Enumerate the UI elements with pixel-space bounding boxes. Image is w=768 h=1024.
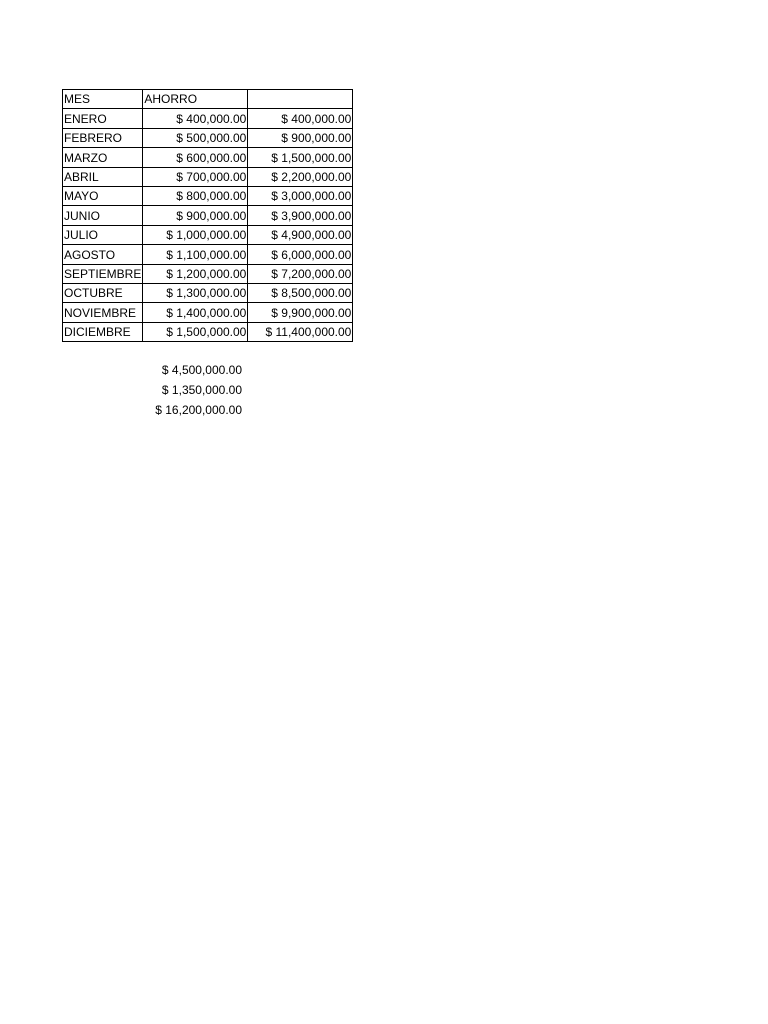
cell-acumulado[interactable]: $ 3,000,000.00 bbox=[248, 186, 353, 205]
cell-mes[interactable]: JUNIO bbox=[63, 206, 143, 225]
header-cell-mes[interactable]: MES bbox=[63, 90, 143, 109]
cell-mes[interactable]: AGOSTO bbox=[63, 245, 143, 264]
cell-ahorro[interactable]: $ 500,000.00 bbox=[143, 128, 248, 147]
savings-table bbox=[62, 89, 353, 342]
table-row bbox=[63, 206, 353, 225]
totals-block bbox=[137, 360, 242, 420]
cell-mes[interactable]: MARZO bbox=[63, 148, 143, 167]
cell-mes[interactable]: JULIO bbox=[63, 225, 143, 244]
cell-acumulado[interactable]: $ 900,000.00 bbox=[248, 128, 353, 147]
table-row bbox=[63, 245, 353, 264]
cell-ahorro[interactable]: $ 1,000,000.00 bbox=[143, 225, 248, 244]
cell-ahorro[interactable]: $ 1,200,000.00 bbox=[143, 264, 248, 283]
cell-ahorro[interactable]: $ 700,000.00 bbox=[143, 167, 248, 186]
cell-mes[interactable]: ENERO bbox=[63, 109, 143, 128]
cell-acumulado[interactable]: $ 6,000,000.00 bbox=[248, 245, 353, 264]
cell-acumulado[interactable]: $ 3,900,000.00 bbox=[248, 206, 353, 225]
table-row bbox=[63, 322, 353, 341]
header-cell-ahorro[interactable]: AHORRO bbox=[143, 90, 248, 109]
cell-ahorro[interactable]: $ 400,000.00 bbox=[143, 109, 248, 128]
header-cell-acumulado[interactable] bbox=[248, 90, 353, 109]
cell-acumulado[interactable]: $ 8,500,000.00 bbox=[248, 283, 353, 302]
cell-acumulado[interactable]: $ 7,200,000.00 bbox=[248, 264, 353, 283]
cell-acumulado[interactable]: $ 11,400,000.00 bbox=[248, 322, 353, 341]
table-row bbox=[63, 186, 353, 205]
cell-mes[interactable]: SEPTIEMBRE bbox=[63, 264, 143, 283]
total-cell[interactable]: $ 1,350,000.00 bbox=[161, 383, 242, 397]
total-cell[interactable]: $ 4,500,000.00 bbox=[161, 363, 242, 377]
cell-acumulado[interactable]: $ 2,200,000.00 bbox=[248, 167, 353, 186]
spreadsheet-area bbox=[62, 89, 353, 342]
cell-ahorro[interactable]: $ 800,000.00 bbox=[143, 186, 248, 205]
table-row bbox=[63, 283, 353, 302]
table-row bbox=[63, 303, 353, 322]
table-row bbox=[63, 148, 353, 167]
total-cell[interactable]: $ 16,200,000.00 bbox=[155, 403, 242, 417]
cell-acumulado[interactable]: $ 9,900,000.00 bbox=[248, 303, 353, 322]
table-row bbox=[63, 264, 353, 283]
table-row bbox=[63, 225, 353, 244]
cell-mes[interactable]: MAYO bbox=[63, 186, 143, 205]
cell-mes[interactable]: FEBRERO bbox=[63, 128, 143, 147]
cell-ahorro[interactable]: $ 1,500,000.00 bbox=[143, 322, 248, 341]
cell-ahorro[interactable]: $ 900,000.00 bbox=[143, 206, 248, 225]
cell-mes[interactable]: ABRIL bbox=[63, 167, 143, 186]
cell-acumulado[interactable]: $ 400,000.00 bbox=[248, 109, 353, 128]
cell-ahorro[interactable]: $ 1,300,000.00 bbox=[143, 283, 248, 302]
cell-mes[interactable]: OCTUBRE bbox=[63, 283, 143, 302]
cell-mes[interactable]: NOVIEMBRE bbox=[63, 303, 143, 322]
cell-mes[interactable]: DICIEMBRE bbox=[63, 322, 143, 341]
table-header-row bbox=[63, 90, 353, 109]
cell-acumulado[interactable]: $ 1,500,000.00 bbox=[248, 148, 353, 167]
table-row bbox=[63, 167, 353, 186]
cell-ahorro[interactable]: $ 600,000.00 bbox=[143, 148, 248, 167]
table-row bbox=[63, 128, 353, 147]
cell-acumulado[interactable]: $ 4,900,000.00 bbox=[248, 225, 353, 244]
table-row bbox=[63, 109, 353, 128]
cell-ahorro[interactable]: $ 1,100,000.00 bbox=[143, 245, 248, 264]
cell-ahorro[interactable]: $ 1,400,000.00 bbox=[143, 303, 248, 322]
